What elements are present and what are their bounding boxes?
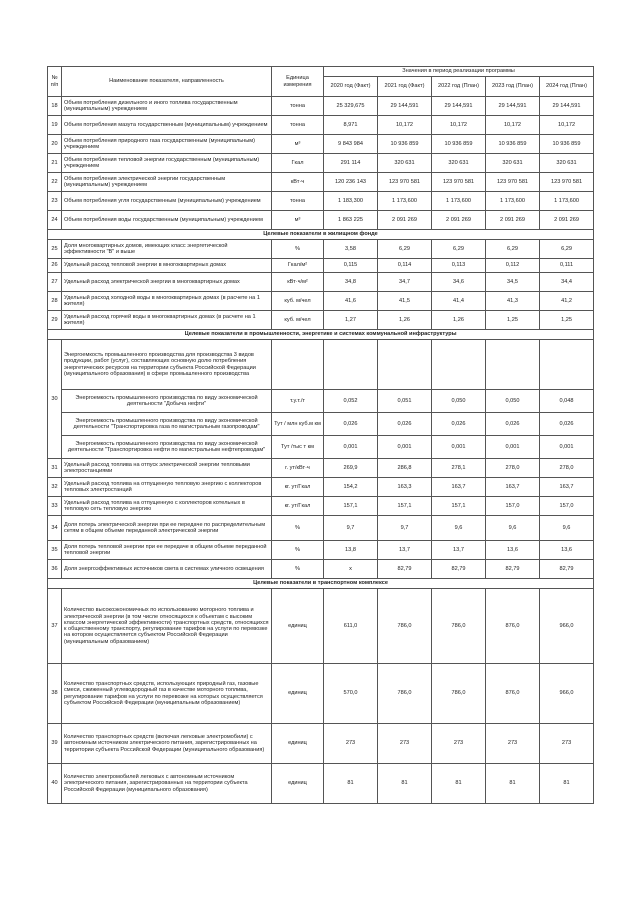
value-2021: 13,7 xyxy=(378,541,432,560)
col-name-header: Наименование показателя, направленность xyxy=(62,67,272,97)
row-number: 40 xyxy=(48,764,62,804)
value-2024: 0,001 xyxy=(540,436,594,459)
row-number: 29 xyxy=(48,311,62,330)
value-2022: 0,001 xyxy=(432,436,486,459)
value-2020: 81 xyxy=(324,764,378,804)
value-2022: 320 631 xyxy=(432,154,486,173)
value-2024: 278,0 xyxy=(540,459,594,478)
value-2021: 10,172 xyxy=(378,116,432,135)
row-number: 34 xyxy=(48,516,62,541)
indicator-name: Удельный расход топлива на отпущенную тепловую энергию с коллекторов тепловых электростанций xyxy=(62,478,272,497)
value-2021: 0,001 xyxy=(378,436,432,459)
value-2022: 0,113 xyxy=(432,259,486,273)
table-row xyxy=(48,154,594,173)
value-2020: 154,2 xyxy=(324,478,378,497)
unit: единиц xyxy=(272,589,324,664)
value-2024: 1 173,600 xyxy=(540,192,594,211)
indicators-table xyxy=(47,66,594,804)
table-row xyxy=(48,116,594,135)
year-header: 2022 год (План) xyxy=(432,77,486,97)
unit: Гкал/м² xyxy=(272,259,324,273)
value-2023: 1,25 xyxy=(486,311,540,330)
value-2024: 10,172 xyxy=(540,116,594,135)
value-2023: 0,050 xyxy=(486,390,540,413)
value-2023: 278,0 xyxy=(486,459,540,478)
unit: куб. м/чел xyxy=(272,292,324,311)
value-2020: 8,971 xyxy=(324,116,378,135)
table-row xyxy=(48,724,594,764)
value-2024: 966,0 xyxy=(540,589,594,664)
indicator-name: Удельный расход топлива на отпущенную с коллекторов котельных в тепловую сеть тепловую энергию xyxy=(62,497,272,516)
sub-indicator-name: Энергоемкость промышленного производства по виду экономической деятельности "Добыча нефти" xyxy=(62,390,272,413)
value-2023: 6,29 xyxy=(486,240,540,259)
indicator-name: Количество высокоэкономичных по использованию моторного топлива и электрической энергии (в том числе относящихся к объектам с высоким классом энергетической эффективности) транспортных средств, относящихся к общественному транспорту, регулирование тарифов на услуги по перевозке на котором осуществляется субъектом Российской Федерации (муниципальным образованием) xyxy=(62,589,272,664)
value-2023: 10,172 xyxy=(486,116,540,135)
value-2022: 1,26 xyxy=(432,311,486,330)
table-row xyxy=(48,340,594,390)
table-row xyxy=(48,192,594,211)
col-num-header: № п/п xyxy=(48,67,62,97)
unit: м³ xyxy=(272,211,324,230)
value-2022: 1 173,600 xyxy=(432,192,486,211)
value-2022: 34,6 xyxy=(432,273,486,292)
value-2020: x xyxy=(324,560,378,579)
table-row xyxy=(48,541,594,560)
section-header-row xyxy=(48,230,594,240)
col-values-header: Значения в период реализации программы xyxy=(324,67,594,77)
indicator-name: Доля многоквартирных домов, имеющих класс энергетической эффективности "B" и выше xyxy=(62,240,272,259)
value-2024: 41,2 xyxy=(540,292,594,311)
unit: Тут /тыс т км xyxy=(272,436,324,459)
table-row xyxy=(48,135,594,154)
indicator-name: Доля потерь электрической энергии при ее передаче по распределительным сетям в общем объеме переданной электрической энергии xyxy=(62,516,272,541)
col-unit-header: Единица измерения xyxy=(272,67,324,97)
value-2022: 10 936 859 xyxy=(432,135,486,154)
row-number: 20 xyxy=(48,135,62,154)
value-2021: 10 936 859 xyxy=(378,135,432,154)
value-2022: 9,6 xyxy=(432,516,486,541)
value-2024: 163,7 xyxy=(540,478,594,497)
indicator-name: Количество электромобилей легковых с автономным источником электрического питания, зарегистрированных на территории субъекта Российской Федерации (муниципального образования) xyxy=(62,764,272,804)
table-row xyxy=(48,311,594,330)
value-2023: 157,0 xyxy=(486,497,540,516)
sub-indicator-name: Энергоемкость промышленного производства по виду экономической деятельности "Транспортировка нефти по магистральным нефтепроводам" xyxy=(62,436,272,459)
indicator-name: Объем потребления тепловой энергии государственным (муниципальным) учреждением xyxy=(62,154,272,173)
indicator-name: Объем потребления дизельного и иного топлива государственным (муниципальным) учреждением xyxy=(62,97,272,116)
indicator-name: Энергоемкость промышленного производства для производства 3 видов продукции, работ (услуг), составляющих основную долю потребления энергетических ресурсов на территории субъекта Российской Федерации (муниципального образования) в сфере промышленного производства xyxy=(62,340,272,390)
value-2020: 1,27 xyxy=(324,311,378,330)
value-2022: 0,026 xyxy=(432,413,486,436)
value-2023: 81 xyxy=(486,764,540,804)
section-title-industry: Целевые показатели в промышленности, энергетике и системах коммунальной инфраструктуры xyxy=(48,330,594,340)
value-2022: 2 091 269 xyxy=(432,211,486,230)
value-2024: 10 936 859 xyxy=(540,135,594,154)
value-2022: 278,1 xyxy=(432,459,486,478)
value-2024: 9,6 xyxy=(540,516,594,541)
value-2021: 82,79 xyxy=(378,560,432,579)
value-2023: 29 144,591 xyxy=(486,97,540,116)
value-2021: 81 xyxy=(378,764,432,804)
indicator-name: Удельный расход тепловой энергии в многоквартирных домах xyxy=(62,259,272,273)
value-2023: 10 936 859 xyxy=(486,135,540,154)
value-2024: 157,0 xyxy=(540,497,594,516)
table-row xyxy=(48,211,594,230)
value-2023: 876,0 xyxy=(486,664,540,724)
value-2020: 120 236 143 xyxy=(324,173,378,192)
indicator-name: Удельный расход холодной воды в многоквартирных домах (в расчете на 1 жителя) xyxy=(62,292,272,311)
value-2020: 3,58 xyxy=(324,240,378,259)
value-2024: 123 970 581 xyxy=(540,173,594,192)
value-2022: 163,7 xyxy=(432,478,486,497)
unit: тонна xyxy=(272,192,324,211)
value-2020: 570,0 xyxy=(324,664,378,724)
value-2024: 0,026 xyxy=(540,413,594,436)
unit: % xyxy=(272,516,324,541)
value-2021: 786,0 xyxy=(378,664,432,724)
unit: тонна xyxy=(272,116,324,135)
value-2020: 269,9 xyxy=(324,459,378,478)
value-2023: 0,001 xyxy=(486,436,540,459)
value-2023: 13,6 xyxy=(486,541,540,560)
row-number: 38 xyxy=(48,664,62,724)
value-empty xyxy=(324,340,378,390)
value-2024: 1,25 xyxy=(540,311,594,330)
value-2021: 273 xyxy=(378,724,432,764)
value-2020: 157,1 xyxy=(324,497,378,516)
value-2022: 82,79 xyxy=(432,560,486,579)
table-row xyxy=(48,478,594,497)
indicator-name: Удельный расход горячей воды в многоквартирных домах (в расчете на 1 жителя) xyxy=(62,311,272,330)
value-2022: 157,1 xyxy=(432,497,486,516)
table-row xyxy=(48,516,594,541)
row-number: 35 xyxy=(48,541,62,560)
value-2022: 41,4 xyxy=(432,292,486,311)
indicator-name: Объем потребления электрической энергии государственным (муниципальным) учреждением xyxy=(62,173,272,192)
value-2023: 2 091 269 xyxy=(486,211,540,230)
value-2024: 6,29 xyxy=(540,240,594,259)
row-number: 23 xyxy=(48,192,62,211)
value-2020: 1 863 225 xyxy=(324,211,378,230)
value-2021: 0,026 xyxy=(378,413,432,436)
value-2023: 273 xyxy=(486,724,540,764)
unit: единиц xyxy=(272,764,324,804)
value-2023: 320 631 xyxy=(486,154,540,173)
table-row xyxy=(48,764,594,804)
value-2024: 320 631 xyxy=(540,154,594,173)
value-empty xyxy=(540,340,594,390)
value-2023: 41,3 xyxy=(486,292,540,311)
section-title-transport: Целевые показатели в транспортном комплексе xyxy=(48,579,594,589)
indicator-name: Удельный расход электрической энергии в многоквартирных домах xyxy=(62,273,272,292)
row-number: 19 xyxy=(48,116,62,135)
value-2020: 13,8 xyxy=(324,541,378,560)
row-number: 22 xyxy=(48,173,62,192)
value-2022: 273 xyxy=(432,724,486,764)
row-number: 21 xyxy=(48,154,62,173)
row-number: 26 xyxy=(48,259,62,273)
unit: тонна xyxy=(272,97,324,116)
indicator-name: Количество транспортных средств (включая легковые электромобили) с автономным источником электрического питания, зарегистрированных на территории субъекта Российской Федерации (муниципального образования) xyxy=(62,724,272,764)
indicator-name: Объем потребления воды государственным (муниципальным) учреждением xyxy=(62,211,272,230)
value-2021: 286,8 xyxy=(378,459,432,478)
value-2024: 0,111 xyxy=(540,259,594,273)
row-number: 39 xyxy=(48,724,62,764)
value-2021: 9,7 xyxy=(378,516,432,541)
value-2020: 9 843 984 xyxy=(324,135,378,154)
value-2024: 2 091 269 xyxy=(540,211,594,230)
value-empty xyxy=(432,340,486,390)
value-2022: 6,29 xyxy=(432,240,486,259)
value-2023: 34,5 xyxy=(486,273,540,292)
value-2021: 163,3 xyxy=(378,478,432,497)
value-2020: 0,052 xyxy=(324,390,378,413)
row-number: 32 xyxy=(48,478,62,497)
table-row xyxy=(48,459,594,478)
value-2022: 0,050 xyxy=(432,390,486,413)
value-2024: 29 144,591 xyxy=(540,97,594,116)
value-2021: 1,26 xyxy=(378,311,432,330)
value-2023: 9,6 xyxy=(486,516,540,541)
year-header: 2020 год (Факт) xyxy=(324,77,378,97)
value-2020: 1 183,300 xyxy=(324,192,378,211)
indicator-name: Удельный расход топлива на отпуск электрической энергии тепловыми электростанциями xyxy=(62,459,272,478)
row-number: 24 xyxy=(48,211,62,230)
value-2021: 786,0 xyxy=(378,589,432,664)
value-2023: 876,0 xyxy=(486,589,540,664)
value-2021: 1 173,600 xyxy=(378,192,432,211)
year-header: 2021 год (Факт) xyxy=(378,77,432,97)
value-2024: 82,79 xyxy=(540,560,594,579)
value-2020: 291 114 xyxy=(324,154,378,173)
value-2021: 157,1 xyxy=(378,497,432,516)
unit: кВт·ч/м² xyxy=(272,273,324,292)
unit: Гкал xyxy=(272,154,324,173)
value-empty xyxy=(378,340,432,390)
unit: г. ут/кВт·ч xyxy=(272,459,324,478)
value-2021: 29 144,591 xyxy=(378,97,432,116)
value-2021: 2 091 269 xyxy=(378,211,432,230)
table-subrow xyxy=(48,436,594,459)
value-2022: 786,0 xyxy=(432,589,486,664)
value-2022: 10,172 xyxy=(432,116,486,135)
table-subrow xyxy=(48,413,594,436)
value-2022: 29 144,591 xyxy=(432,97,486,116)
section-header-row xyxy=(48,330,594,340)
value-2023: 1 173,600 xyxy=(486,192,540,211)
value-2024: 273 xyxy=(540,724,594,764)
value-2023: 163,7 xyxy=(486,478,540,497)
table-row xyxy=(48,173,594,192)
value-2020: 25 329,675 xyxy=(324,97,378,116)
table-row xyxy=(48,292,594,311)
value-2020: 0,115 xyxy=(324,259,378,273)
section-header-row xyxy=(48,579,594,589)
value-2024: 81 xyxy=(540,764,594,804)
row-number: 18 xyxy=(48,97,62,116)
indicator-name: Количество транспортных средств, использующих природный газ, газовые смеси, сжиженный углеводородный газ в качестве моторного топлива, регулирование тарифов на услуги по перевозке на которых осуществляется субъектом Российской Федерации (муниципальным образованием) xyxy=(62,664,272,724)
value-2022: 123 970 581 xyxy=(432,173,486,192)
value-2024: 0,048 xyxy=(540,390,594,413)
table-row xyxy=(48,259,594,273)
value-2022: 13,7 xyxy=(432,541,486,560)
value-empty xyxy=(486,340,540,390)
unit: % xyxy=(272,541,324,560)
unit: % xyxy=(272,560,324,579)
value-2021: 0,114 xyxy=(378,259,432,273)
value-2023: 82,79 xyxy=(486,560,540,579)
value-2020: 34,8 xyxy=(324,273,378,292)
row-number: 25 xyxy=(48,240,62,259)
value-2020: 0,001 xyxy=(324,436,378,459)
value-2020: 41,6 xyxy=(324,292,378,311)
year-header: 2023 год (План) xyxy=(486,77,540,97)
unit: куб. м/чел xyxy=(272,311,324,330)
row-number: 31 xyxy=(48,459,62,478)
row-number: 30 xyxy=(48,340,62,459)
unit-empty xyxy=(272,340,324,390)
value-2021: 123 970 581 xyxy=(378,173,432,192)
value-2021: 6,29 xyxy=(378,240,432,259)
value-2021: 41,5 xyxy=(378,292,432,311)
section-title-housing: Целевые показатели в жилищном фонде xyxy=(48,230,594,240)
value-2020: 273 xyxy=(324,724,378,764)
unit: кг. ут/Гкал xyxy=(272,478,324,497)
table-row xyxy=(48,273,594,292)
row-number: 28 xyxy=(48,292,62,311)
unit: кг. ут/Гкал xyxy=(272,497,324,516)
value-2021: 320 631 xyxy=(378,154,432,173)
value-2021: 34,7 xyxy=(378,273,432,292)
unit: единиц xyxy=(272,664,324,724)
row-number: 36 xyxy=(48,560,62,579)
unit: % xyxy=(272,240,324,259)
value-2023: 123 970 581 xyxy=(486,173,540,192)
unit: т.у.т./т xyxy=(272,390,324,413)
value-2024: 34,4 xyxy=(540,273,594,292)
sub-indicator-name: Энергоемкость промышленного производства по виду экономической деятельности "Транспортировка газа по магистральным газопроводам" xyxy=(62,413,272,436)
table-row xyxy=(48,589,594,664)
indicator-name: Доля потерь тепловой энергии при ее передаче в общем объеме переданной тепловой энергии xyxy=(62,541,272,560)
table-row xyxy=(48,560,594,579)
value-2023: 0,112 xyxy=(486,259,540,273)
table-subrow xyxy=(48,390,594,413)
value-2023: 0,026 xyxy=(486,413,540,436)
year-header: 2024 год (План) xyxy=(540,77,594,97)
value-2022: 786,0 xyxy=(432,664,486,724)
value-2020: 0,026 xyxy=(324,413,378,436)
row-number: 33 xyxy=(48,497,62,516)
indicator-name: Объем потребления мазута государственным (муниципальным) учреждением xyxy=(62,116,272,135)
indicator-name: Объем потребления природного газа государственным (муниципальным) учреждением xyxy=(62,135,272,154)
value-2022: 81 xyxy=(432,764,486,804)
table-row xyxy=(48,240,594,259)
value-2020: 9,7 xyxy=(324,516,378,541)
row-number: 27 xyxy=(48,273,62,292)
value-2020: 611,0 xyxy=(324,589,378,664)
table-row xyxy=(48,664,594,724)
indicator-name: Доля энергоэффективных источников света в системах уличного освещения xyxy=(62,560,272,579)
table-row xyxy=(48,497,594,516)
unit: Тут / млн куб.м км xyxy=(272,413,324,436)
table-row xyxy=(48,97,594,116)
unit: единиц xyxy=(272,724,324,764)
value-2021: 0,051 xyxy=(378,390,432,413)
row-number: 37 xyxy=(48,589,62,664)
unit: кВт·ч xyxy=(272,173,324,192)
value-2024: 966,0 xyxy=(540,664,594,724)
value-2024: 13,6 xyxy=(540,541,594,560)
indicator-name: Объем потребления угля государственным (муниципальным) учреждением xyxy=(62,192,272,211)
unit: м³ xyxy=(272,135,324,154)
